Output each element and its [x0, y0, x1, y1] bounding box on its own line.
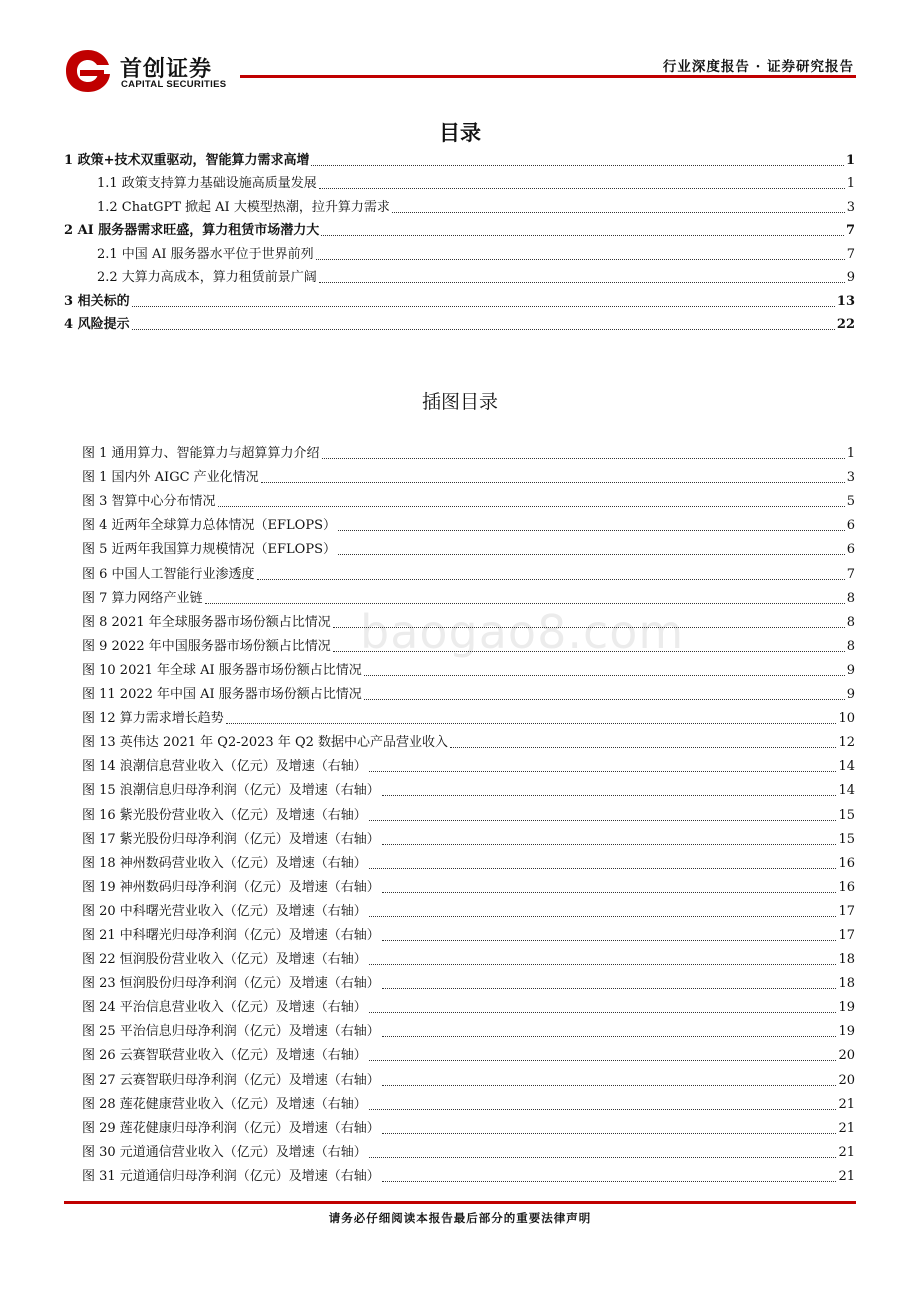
figure-entry[interactable] — [82, 1017, 855, 1041]
dot-leader — [364, 674, 845, 676]
figure-entry-title: 图 18 神州数码营业收入（亿元）及增速（右轴） — [82, 855, 367, 871]
figure-entry-page-number: 12 — [838, 735, 855, 751]
figure-entry-page-number: 17 — [838, 927, 855, 943]
figure-entry[interactable] — [82, 776, 855, 800]
figure-entry[interactable] — [82, 921, 855, 945]
figure-entry-title: 图 12 算力需求增长趋势 — [82, 711, 224, 727]
figure-entry-title: 图 1 通用算力、智能算力与超算算力介绍 — [82, 446, 320, 462]
figure-entry-title: 图 1 国内外 AIGC 产业化情况 — [82, 470, 259, 486]
dot-leader — [226, 722, 837, 724]
figure-entry-page-number: 19 — [838, 1024, 855, 1040]
figure-entry[interactable] — [82, 511, 855, 535]
figure-entry-page-number: 1 — [846, 446, 855, 462]
logo-chinese-name: 首创证券 — [120, 57, 213, 82]
figure-entry-page-number: 15 — [838, 831, 855, 847]
figure-entry-title: 图 13 英伟达 2021 年 Q2-2023 年 Q2 数据中心产品营业收入 — [82, 735, 449, 751]
figure-entry[interactable] — [82, 487, 855, 511]
dot-leader — [450, 746, 836, 748]
figure-entry-title: 图 21 中科曙光归母净利润（亿元）及增速（右轴） — [82, 927, 380, 943]
page-header — [0, 0, 920, 100]
figure-entry[interactable] — [82, 800, 855, 824]
figure-entry-title: 图 3 智算中心分布情况 — [82, 494, 216, 510]
figure-list — [82, 439, 855, 1186]
toc-entry-title: 2.2 大算力高成本，算力租赁前景广阔 — [97, 270, 317, 285]
toc-entry-title: 1.2 ChatGPT 掀起 AI 大模型热潮，拉升算力需求 — [97, 199, 390, 215]
figure-entry-page-number: 15 — [838, 807, 855, 823]
figure-entry[interactable] — [82, 1041, 855, 1065]
figure-entry-page-number: 18 — [838, 952, 855, 968]
figure-list-title: 插图目录 — [421, 391, 498, 413]
dot-leader — [369, 1156, 837, 1158]
figure-entry[interactable] — [82, 680, 855, 704]
figure-entry-page-number: 20 — [838, 1048, 855, 1064]
dot-leader — [257, 578, 845, 580]
figure-entry-page-number: 8 — [846, 638, 855, 654]
figure-entry[interactable] — [82, 1065, 855, 1089]
dot-leader — [369, 963, 837, 965]
figure-entry[interactable] — [82, 704, 855, 728]
figure-entry-page-number: 14 — [838, 759, 855, 775]
dot-leader — [316, 258, 845, 260]
figure-entry[interactable] — [82, 463, 855, 487]
toc-entry-title: 3 相关标的 — [64, 293, 130, 309]
figure-entry-title: 图 26 云赛智联营业收入（亿元）及增速（右轴） — [82, 1048, 367, 1064]
dot-leader — [132, 328, 835, 330]
dot-leader — [322, 457, 845, 459]
toc-entry-page-number: 7 — [845, 223, 855, 238]
figure-entry-page-number: 8 — [846, 614, 855, 630]
dot-leader — [311, 164, 843, 166]
dot-leader — [319, 187, 845, 189]
company-logo — [64, 48, 254, 94]
figure-entry-title: 图 11 2022 年中国 AI 服务器市场份额占比情况 — [82, 687, 362, 703]
toc-title: 目录 — [439, 121, 481, 145]
figure-entry-page-number: 6 — [846, 542, 855, 558]
toc-entry-title: 4 风险提示 — [64, 317, 130, 332]
toc-entry-page-number: 3 — [846, 199, 855, 215]
toc-entry[interactable] — [64, 193, 855, 217]
figure-entry-page-number: 5 — [846, 494, 855, 510]
dot-leader — [382, 843, 837, 845]
dot-leader — [382, 1084, 837, 1086]
toc-entry[interactable] — [64, 264, 855, 288]
figure-entry[interactable] — [82, 849, 855, 873]
dot-leader — [382, 1132, 837, 1134]
figure-entry[interactable] — [82, 559, 855, 583]
dot-leader — [382, 939, 837, 941]
dot-leader — [369, 1108, 837, 1110]
toc-entry-title: 2.1 中国 AI 服务器水平位于世界前列 — [97, 246, 314, 262]
figure-entry-page-number: 19 — [838, 1000, 855, 1016]
dot-leader — [132, 305, 835, 307]
figure-entry-title: 图 27 云赛智联归母净利润（亿元）及增速（右轴） — [82, 1072, 380, 1088]
toc-entry[interactable] — [64, 240, 855, 264]
toc-entry-title: 1 政策+技术双重驱动，智能算力需求高增 — [64, 152, 310, 168]
figure-entry-page-number: 7 — [846, 566, 855, 582]
dot-leader — [338, 553, 845, 555]
figure-entry-title: 图 8 2021 年全球服务器市场份额占比情况 — [82, 614, 331, 630]
toc-entry-title: 1.1 政策支持算力基础设施高质量发展 — [97, 176, 317, 191]
figure-entry-page-number: 16 — [838, 855, 855, 871]
figure-entry-title: 图 7 算力网络产业链 — [82, 590, 203, 606]
dot-leader — [364, 698, 845, 700]
figure-entry-title: 图 31 元道通信归母净利润（亿元）及增速（右轴） — [82, 1168, 380, 1184]
figure-entry[interactable] — [82, 873, 855, 897]
figure-entry-title: 图 6 中国人工智能行业渗透度 — [82, 566, 255, 582]
toc-entry[interactable] — [64, 217, 855, 241]
figure-entry[interactable] — [82, 1090, 855, 1114]
figure-entry-page-number: 21 — [838, 1096, 855, 1112]
dot-leader — [382, 794, 837, 796]
figure-entry-title: 图 15 浪潮信息归母净利润（亿元）及增速（右轴） — [82, 783, 380, 799]
header-divider — [240, 75, 856, 78]
dot-leader — [382, 1035, 837, 1037]
dot-leader — [369, 915, 837, 917]
figure-entry-page-number: 16 — [838, 879, 855, 895]
figure-entry-title: 图 22 恒润股份营业收入（亿元）及增速（右轴） — [82, 952, 367, 968]
toc-entry[interactable] — [64, 311, 855, 335]
dot-leader — [319, 281, 845, 283]
figure-entry[interactable] — [82, 439, 855, 463]
dot-leader — [369, 819, 837, 821]
figure-entry[interactable] — [82, 945, 855, 969]
figure-entry[interactable] — [82, 1162, 855, 1186]
figure-entry-title: 图 29 莲花健康归母净利润（亿元）及增速（右轴） — [82, 1120, 380, 1136]
dot-leader — [382, 1180, 837, 1182]
figure-entry-title: 图 19 神州数码归母净利润（亿元）及增速（右轴） — [82, 879, 380, 895]
dot-leader — [321, 234, 844, 236]
legal-notice: 请务必仔细阅读本报告最后部分的重要法律声明 — [328, 1211, 592, 1225]
figure-entry-page-number: 20 — [838, 1072, 855, 1088]
dot-leader — [392, 211, 845, 213]
toc-entry-page-number: 1 — [845, 152, 855, 168]
figure-entry-page-number: 3 — [846, 470, 855, 486]
dot-leader — [382, 987, 837, 989]
figure-entry-title: 图 17 紫光股份归母净利润（亿元）及增速（右轴） — [82, 831, 380, 847]
figure-entry-title: 图 30 元道通信营业收入（亿元）及增速（右轴） — [82, 1144, 367, 1160]
toc-entry[interactable] — [64, 170, 855, 194]
figure-entry-title: 图 9 2022 年中国服务器市场份额占比情况 — [82, 638, 331, 654]
toc-entry[interactable] — [64, 287, 855, 311]
figure-entry-page-number: 9 — [846, 687, 855, 703]
figure-entry-page-number: 21 — [838, 1120, 855, 1136]
figure-entry[interactable] — [82, 752, 855, 776]
dot-leader — [218, 505, 845, 507]
figure-entry[interactable] — [82, 535, 855, 559]
toc-entry-page-number: 9 — [846, 270, 855, 285]
figure-entry-page-number: 8 — [846, 590, 855, 606]
dot-leader — [338, 529, 845, 531]
figure-entry[interactable] — [82, 656, 855, 680]
figure-entry[interactable] — [82, 1114, 855, 1138]
figure-entry-title: 图 10 2021 年全球 AI 服务器市场份额占比情况 — [82, 662, 362, 678]
figure-entry-title: 图 14 浪潮信息营业收入（亿元）及增速（右轴） — [82, 759, 367, 775]
figure-entry-page-number: 6 — [846, 518, 855, 534]
figure-entry-title: 图 16 紫光股份营业收入（亿元）及增速（右轴） — [82, 807, 367, 823]
figure-entry-page-number: 9 — [846, 662, 855, 678]
toc-entry-page-number: 22 — [836, 317, 855, 332]
figure-entry[interactable] — [82, 969, 855, 993]
figure-entry[interactable] — [82, 728, 855, 752]
figure-entry-title: 图 25 平治信息归母净利润（亿元）及增速（右轴） — [82, 1024, 380, 1040]
toc-entry-title: 2 AI 服务器需求旺盛，算力租赁市场潜力大 — [64, 223, 320, 238]
figure-entry-title: 图 20 中科曙光营业收入（亿元）及增速（右轴） — [82, 903, 367, 919]
dot-leader — [369, 770, 837, 772]
dot-leader — [369, 1011, 837, 1013]
toc-list — [64, 146, 855, 334]
figure-entry-page-number: 10 — [838, 711, 855, 727]
logo-english-name: CAPITAL SECURITIES — [121, 79, 227, 90]
figure-entry-title: 图 28 莲花健康营业收入（亿元）及增速（右轴） — [82, 1096, 367, 1112]
dot-leader — [382, 891, 837, 893]
figure-entry[interactable] — [82, 897, 855, 921]
figure-entry[interactable] — [82, 993, 855, 1017]
figure-entry-page-number: 14 — [838, 783, 855, 799]
figure-entry-title: 图 24 平治信息营业收入（亿元）及增速（右轴） — [82, 1000, 367, 1016]
figure-entry-title: 图 4 近两年全球算力总体情况（EFLOPS） — [82, 518, 336, 534]
dot-leader — [369, 1059, 837, 1061]
figure-entry[interactable] — [82, 1138, 855, 1162]
figure-entry-page-number: 18 — [838, 976, 855, 992]
report-type-label: 行业深度报告 · 证券研究报告 — [662, 59, 854, 75]
figure-entry-title: 图 5 近两年我国算力规模情况（EFLOPS） — [82, 542, 336, 558]
dot-leader — [261, 481, 845, 483]
toc-entry[interactable] — [64, 146, 855, 170]
dot-leader — [369, 867, 837, 869]
figure-entry-page-number: 17 — [838, 903, 855, 919]
figure-entry-page-number: 21 — [838, 1168, 855, 1184]
figure-entry[interactable] — [82, 825, 855, 849]
dot-leader — [205, 602, 845, 604]
capital-securities-logo-icon — [64, 48, 112, 94]
watermark: baogao8.com — [360, 605, 685, 659]
toc-entry-page-number: 1 — [846, 176, 855, 191]
footer-divider — [64, 1201, 856, 1204]
toc-entry-page-number: 13 — [836, 293, 855, 309]
figure-entry-page-number: 21 — [838, 1144, 855, 1160]
figure-entry-title: 图 23 恒润股份归母净利润（亿元）及增速（右轴） — [82, 976, 380, 992]
toc-entry-page-number: 7 — [846, 246, 855, 262]
